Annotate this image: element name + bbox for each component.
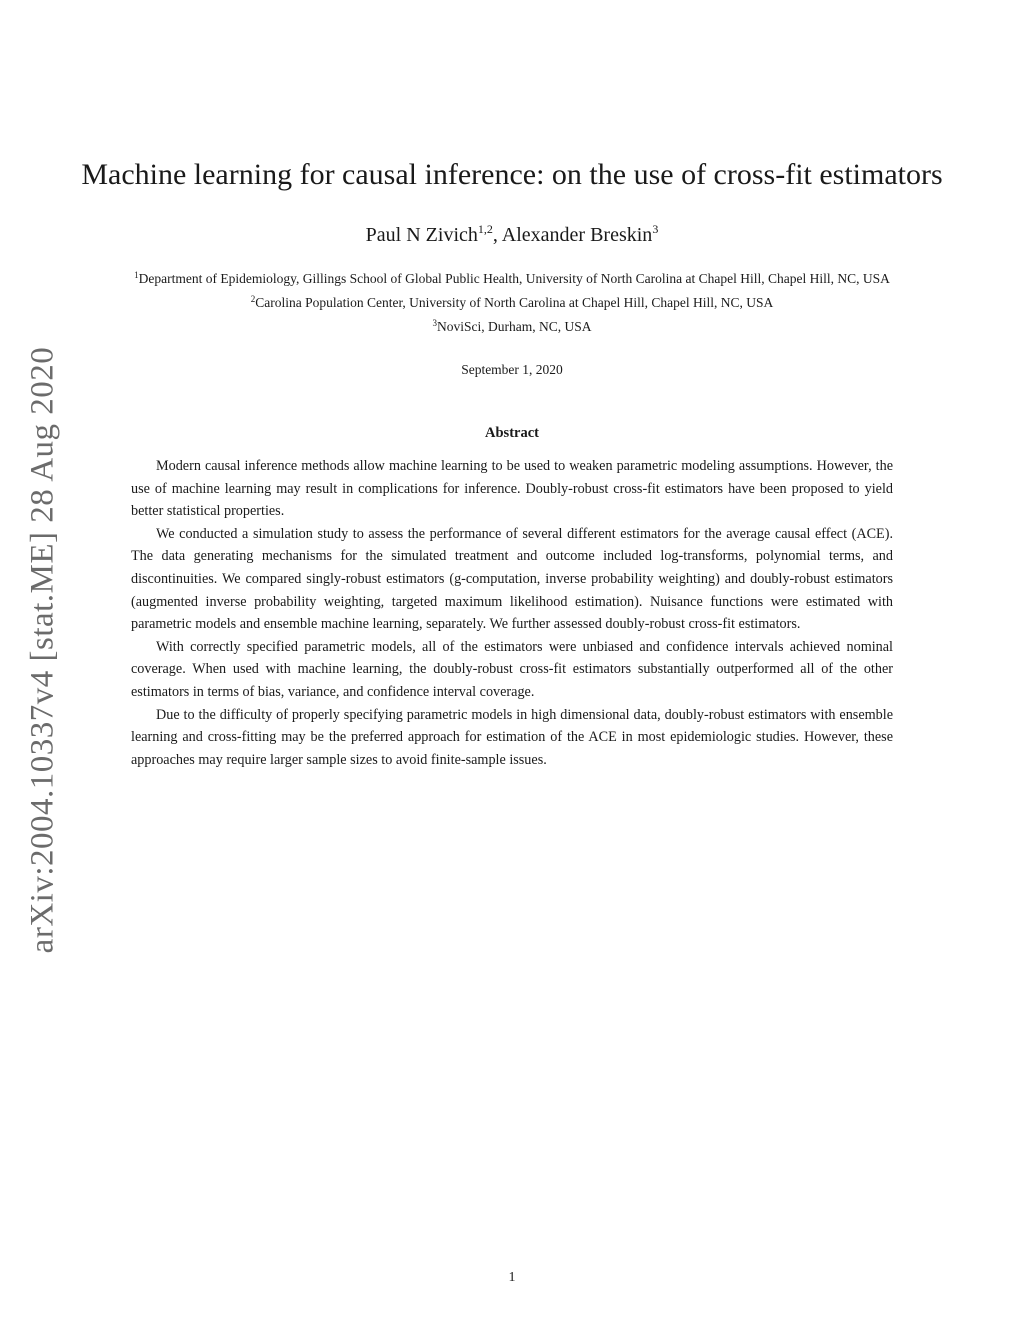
affiliation-text: Department of Epidemiology, Gillings School of Global Public Health, University of North Carolina at Chapel Hill, Chapel Hill, NC, USA xyxy=(138,271,890,286)
affiliation-marker: 1 xyxy=(134,270,139,280)
abstract-paragraph: With correctly specified parametric models, all of the estimators were unbiased and confidence intervals achieved nominal coverage. When used with machine learning, the doubly-robust cross-fit estimators substantially outperformed all of the other estimators in terms of bias, variance, and confidence interval coverage. xyxy=(131,638,893,700)
publication-date: September 1, 2020 xyxy=(461,362,563,377)
affiliation-list xyxy=(92,265,932,337)
affiliation-text: NoviSci, Durham, NC, USA xyxy=(437,319,592,334)
abstract-heading: Abstract xyxy=(485,425,539,441)
abstract-paragraph: Due to the difficulty of properly specifying parametric models in high dimensional data, doubly-robust estimators with ensemble learning and cross-fitting may be the preferred approach for estimation of the ACE in most epidemiologic studies. However, these approaches may require larger sample sizes to avoid finite-sample issues. xyxy=(131,706,893,768)
affiliation-marker: 3 xyxy=(432,318,437,328)
affiliation-marker: 2 xyxy=(250,294,256,304)
affiliation xyxy=(92,265,932,289)
author-name: Alexander Breskin xyxy=(501,224,653,246)
affiliation xyxy=(92,313,932,337)
abstract-paragraph: We conducted a simulation study to assess the performance of several different estimators for the average causal effect (ACE). The data generating mechanisms for the simulated treatment and outcome included log-transforms, polynomial terms, and discontinuities. We compared singly-robust estimators (g-computation, inverse probability weighting) and doubly-robust estimators (augmented inverse probability weighting, targeted maximum likelihood estimation). Nuisance functions were estimated with parametric models and ensemble machine learning, separately. We further assessed doubly-robust cross-fit estimators. xyxy=(131,525,893,633)
abstract-paragraph: Modern causal inference methods allow machine learning to be used to weaken parametric modeling assumptions. However, the use of machine learning may result in complications for inference. Doubly-robust cross-fit estimators have been proposed to yield better statistical properties. xyxy=(131,458,893,520)
author-affiliation-marker: 1,2 xyxy=(477,222,493,236)
arxiv-identifier: arXiv:2004.10337v4 [stat.ME] 28 Aug 2020 xyxy=(24,346,61,954)
author-affiliation-marker: 3 xyxy=(652,222,659,236)
paper-title: Machine learning for causal inference: on the use of cross-fit estimators xyxy=(81,158,943,191)
author-name: Paul N Zivich xyxy=(365,224,478,246)
affiliation xyxy=(92,289,932,313)
author-separator: , xyxy=(492,224,502,246)
author-list xyxy=(0,222,1024,247)
affiliation-text: Carolina Population Center, University of North Carolina at Chapel Hill, Chapel Hill, NC, USA xyxy=(255,295,774,310)
page-number: 1 xyxy=(508,1270,516,1285)
abstract-body xyxy=(131,455,893,771)
